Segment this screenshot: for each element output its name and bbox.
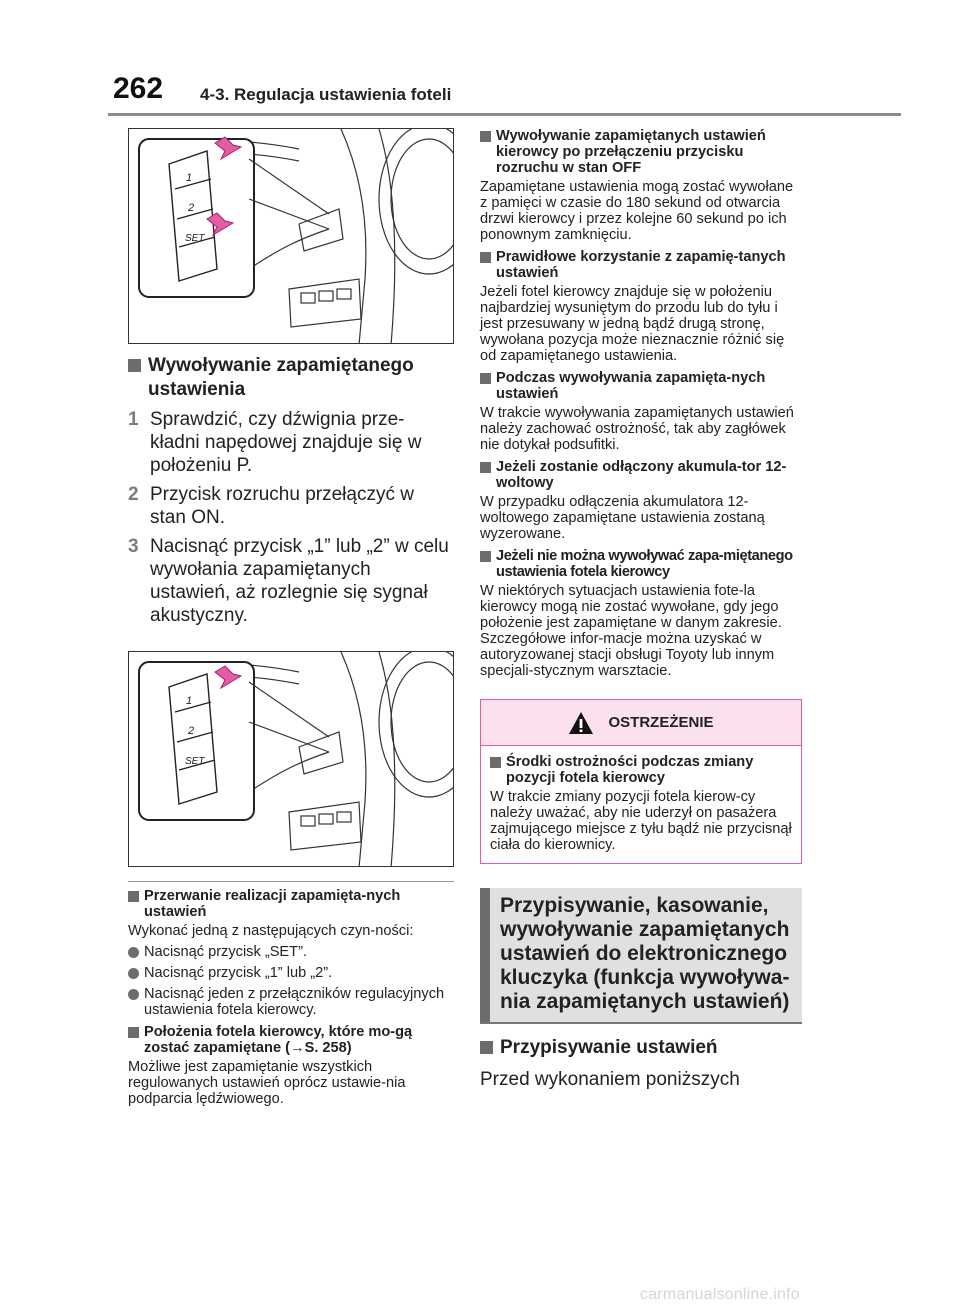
square-bullet-icon [128,359,141,372]
interrupt-bullet: Nacisnąć jeden z przełączników regulacyjnych ustawienia fotela kierowcy. [128,986,454,1018]
step-3: 3 Nacisnąć przycisk „1” lub „2” w celu wywołania zapamiętanych ustawień, aż rozlegnie się sygnał akustyczny. [128,536,449,626]
button-set-label: SET [185,756,205,767]
section-banner [480,888,802,1022]
section-title: 4-3. Regulacja ustawienia foteli [200,85,452,104]
page-header [0,0,960,110]
watermark: carmanualsonline.info [640,1286,800,1303]
figure-memory-buttons-recall [128,651,454,867]
button-2-label: 2 [188,202,195,214]
button-1-label: 1 [186,172,193,184]
header-divider [108,113,901,116]
warning-header [481,700,801,746]
page-number: 262 [113,72,164,105]
note-heading: Jeżeli nie można wywoływać zapa-miętanego ustawienia fotela kierowcy [480,548,802,580]
warning-body [481,746,801,863]
note-text: W trakcie wywoływania zapamiętanych ustawień należy zachować ostrożność, tak aby zagłówek nie dotykał podsufitki. [480,405,794,453]
square-bullet-icon [480,551,491,562]
note-text: Jeżeli fotel kierowcy znajduje się w położeniu najbardziej wysuniętym do przodu lub do tyłu i jest przesuwany w jedną bądź drugą stronę, wywołana pozycja może nieznacznie różnić się od zapamiętanego ustawienia. [480,284,785,364]
square-bullet-icon [480,1041,493,1054]
button-1-label: 1 [186,695,193,707]
interrupt-intro: Wykonać jedną z następujących czyn-ności: [128,923,414,939]
note-heading: Wywoływanie zapamiętanych ustawień kierowcy po przełączeniu przycisku rozruchu w stan OFF [480,128,802,176]
note-heading: Podczas wywoływania zapamięta-nych ustawień [480,370,802,402]
positions-text: Możliwe jest zapamiętanie wszystkich regulowanych ustawień oprócz ustawie-nia podparcia lędźwiowego. [128,1059,406,1107]
banner-title: Przypisywanie, kasowanie, wywoływanie zapamiętanych ustawień do elektronicznego kluczyka (funkcja wywoływa-nia zapamiętanych ustawień) [500,894,790,1013]
warning-heading: Środki ostrożności podczas zmiany pozycji fotela kierowcy [490,754,792,786]
square-bullet-icon [480,373,491,384]
note-heading: Jeżeli zostanie odłączony akumula-tor 12-woltowy [480,459,802,491]
note-text: W niektórych sytuacjach ustawienia fote-la kierowcy mogą nie zostać wywołane, gdy jego położenie jest zapamiętane w danym zakresie. Szczegółowe infor-macje można uzyskać w autoryzowanej stacji obsługi Toyoty lub innym specjali-stycznym warsztacie. [480,583,782,679]
square-bullet-icon [480,462,491,473]
memory-switch-illustration [129,129,454,344]
recall-heading: Wywoływanie zapamiętanego ustawienia [128,354,454,402]
positions-heading: Położenia fotela kierowcy, które mo-gą zostać zapamiętane (→S. 258) [128,1024,454,1056]
note-text: Zapamiętane ustawienia mogą zostać wywołane z pamięci w czasie do 180 sekund od otwarcia drzwi kierowcy i przez kolejne 60 sekund po ich ponownym zamknięciu. [480,179,794,243]
interrupt-bullet: Nacisnąć przycisk „1” lub „2”. [128,965,454,981]
right-column [480,128,802,1091]
note-heading: Prawidłowe korzystanie z zapamię-tanych ustawień [480,249,802,281]
note-text: W przypadku odłączenia akumulatora 12-woltowego zapamiętane ustawienia zostaną wyzerowane. [480,494,765,542]
interrupt-heading: Przerwanie realizacji zapamięta-nych ustawień [128,888,454,920]
banner-underline [480,1022,802,1024]
button-set-label: SET [185,233,205,244]
step-1: 1 Sprawdzić, czy dźwignia prze-kładni napędowej znajduje się w położeniu P. [128,409,422,476]
interrupt-bullet: Nacisnąć przycisk „SET”. [128,944,454,960]
left-column [128,128,454,1107]
warning-text: W trakcie zmiany pozycji fotela kierow-cy należy uważać, aby nie uderzył on pasażera zajmującego miejsce z tyłu bądź nie przycisnął ciała do kierownicy. [490,789,792,853]
square-bullet-icon [490,757,501,768]
round-bullet-icon [128,989,139,1000]
memory-switch-illustration [129,652,454,867]
button-2-label: 2 [188,725,195,737]
square-bullet-icon [480,131,491,142]
warning-label: OSTRZEŻENIE [608,714,714,731]
square-bullet-icon [480,252,491,263]
assign-text: Przed wykonaniem poniższych [480,1069,740,1090]
figure-memory-buttons-set [128,128,454,344]
round-bullet-icon [128,968,139,979]
warning-box [480,699,802,864]
assign-heading: Przypisywanie ustawień [480,1036,802,1060]
step-2: 2 Przycisk rozruchu przełączyć w stan ON. [128,484,414,528]
warning-triangle-icon [568,711,594,735]
square-bullet-icon [128,1027,139,1038]
square-bullet-icon [128,891,139,902]
section-divider [128,881,454,882]
round-bullet-icon [128,947,139,958]
